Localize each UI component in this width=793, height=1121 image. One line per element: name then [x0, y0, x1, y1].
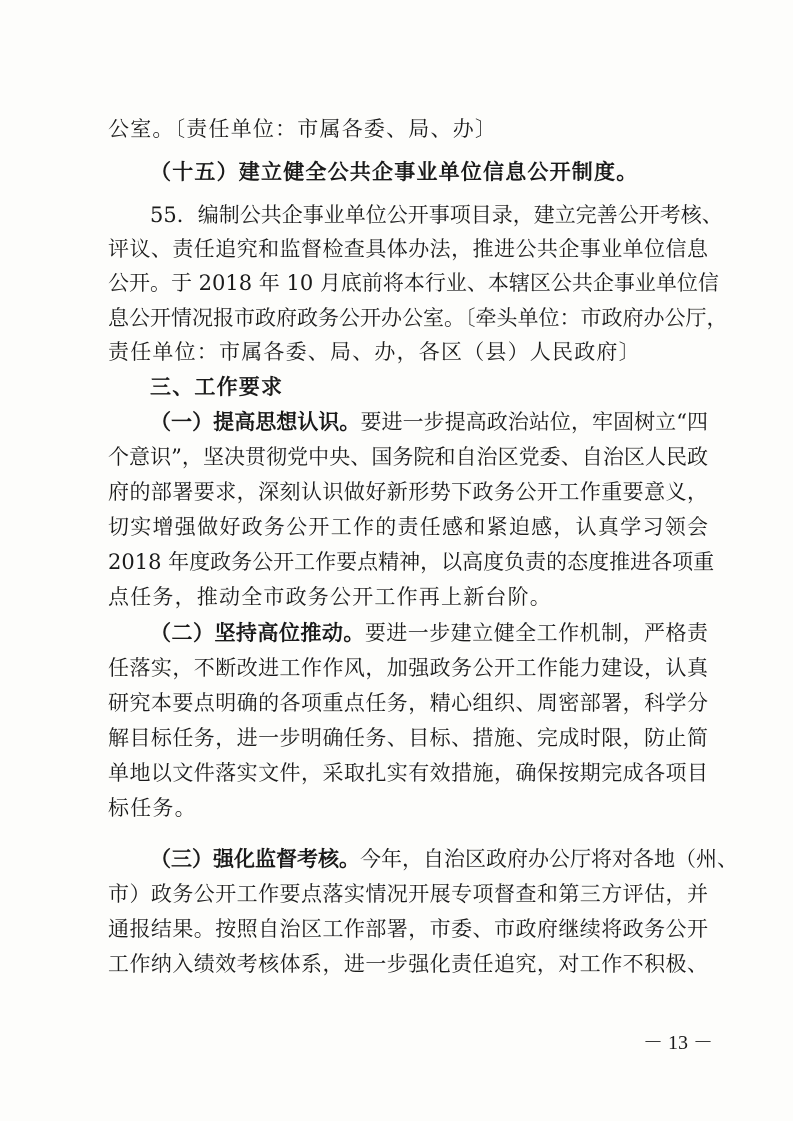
requirement-1-title: （一）提高思想认识。: [150, 409, 361, 434]
requirement-1-line: 个意识”，坚决贯彻党中央、国务院和自治区党委、自治区人民政: [108, 445, 708, 469]
requirement-1-line: 点任务，推动全市政务公开工作再上新台阶。: [108, 585, 552, 609]
paragraph-55-line: 55．编制公共企事业单位公开事项目录，建立完善公开考核、: [150, 203, 723, 227]
requirement-3-text: 今年，自治区政府办公厅将对各地（州、: [360, 847, 738, 871]
requirement-2-title: （二）坚持高位推动。: [150, 620, 365, 645]
paragraph-55-line: 公开。于 2018 年 10 月底前将本行业、本辖区公共企事业单位信: [108, 271, 719, 295]
paragraph-55-line: 评议、责任追究和监督检查具体办法，推进公共企事业单位信息: [108, 237, 708, 261]
requirement-2-line: 研究本要点明确的各项重点任务，精心组织、周密部署，科学分: [108, 691, 708, 715]
requirement-2-line: 解目标任务，进一步明确任务、目标、措施、完成时限，防止简: [108, 726, 708, 750]
paragraph-55-line: 息公开情况报市政府政务公开办公室。〔牵头单位：市政府办公厅，: [108, 306, 728, 330]
requirement-1-line: 府的部署要求，深刻认识做好新形势下政务公开工作重要意义，: [108, 480, 708, 504]
requirement-1-line: 切实增强做好政务公开工作的责任感和紧迫感，认真学习领会: [108, 515, 708, 539]
requirement-1-text: 要进一步提高政治站位，牢固树立“四: [360, 410, 709, 434]
requirement-3-line: 通报结果。按照自治区工作部署，市委、市政府继续将政务公开: [108, 917, 708, 941]
requirement-1-line: 2018 年度政务公开工作要点精神，以高度负责的态度推进各项重: [108, 550, 715, 574]
paragraph-55-line: 责任单位：市属各委、局、办，各区（县）人民政府〕: [108, 340, 641, 364]
requirement-3-first-line: [150, 844, 738, 874]
requirement-2-text: 要进一步建立健全工作机制，严格责: [364, 621, 709, 645]
requirement-2-first-line: [150, 618, 708, 648]
requirement-1-first-line: [150, 407, 708, 437]
requirement-2-line: 标任务。: [108, 796, 197, 820]
requirement-3-line: 工作纳入绩效考核体系，进一步强化责任追究，对工作不积极、: [108, 952, 708, 976]
requirement-3-line: 市）政务公开工作要点落实情况开展专项督查和第三方评估，并: [108, 882, 708, 906]
page-number: － 13 －: [643, 1032, 713, 1054]
section-15-title: （十五）建立健全公共企事业单位信息公开制度。: [150, 159, 639, 184]
section-3-heading: 三、工作要求: [150, 375, 284, 399]
requirement-3-title: （三）强化监督考核。: [150, 846, 360, 871]
requirement-2-line: 任落实，不断改进工作作风，加强政务公开工作能力建设，认真: [108, 656, 708, 680]
paragraph-fragment: 公室。〔责任单位：市属各委、局、办〕: [108, 117, 498, 141]
requirement-2-line: 单地以文件落实文件，采取扎实有效措施，确保按期完成各项目: [108, 761, 708, 785]
